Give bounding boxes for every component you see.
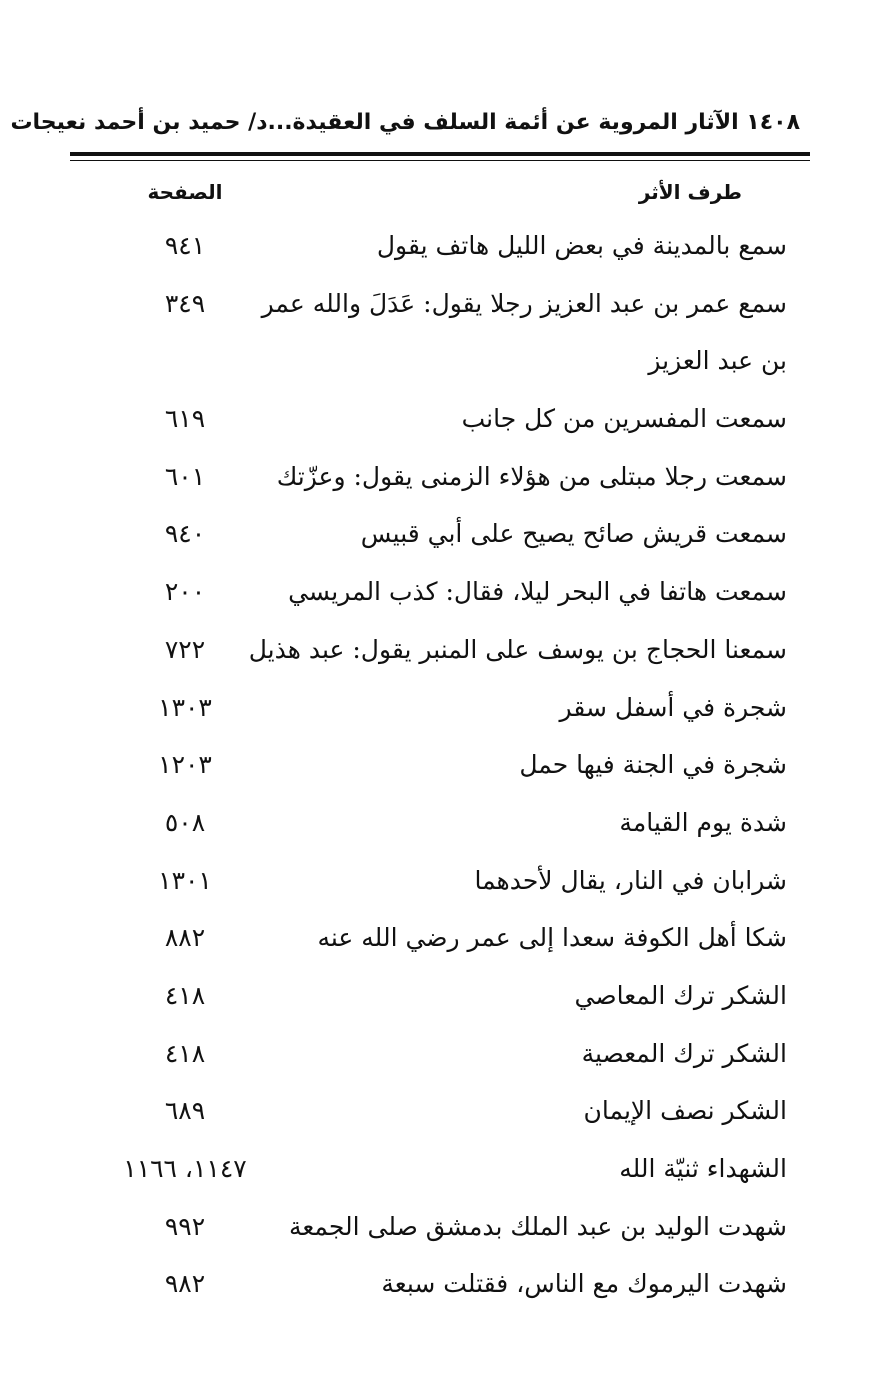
entry-text: سمعنا الحجاج بن يوسف على المنبر يقول: عبد هذيل	[248, 634, 787, 664]
page-number: ٨٨٢	[164, 923, 206, 953]
entry-text: شرابان في النار، يقال لأحدهما	[474, 865, 787, 895]
entry-text: سمع عمر بن عبد العزيز رجلا يقول: عَدَلَ والله عمر	[261, 288, 787, 318]
header-rule-thick	[70, 152, 810, 156]
entry-text: شجرة في الجنة فيها حمل	[519, 750, 787, 780]
page-number: ٩٤٠	[164, 519, 206, 549]
index-row	[0, 916, 879, 974]
entry-text: سمعت المفسرين من كل جانب	[461, 404, 787, 434]
index-row	[0, 686, 879, 744]
page-number: ٩٩٢	[164, 1211, 206, 1241]
index-row	[0, 397, 879, 455]
index-row	[0, 1262, 879, 1320]
page-number: ٣٤٩	[164, 288, 206, 318]
page-number: ٧٢٢	[164, 634, 206, 664]
page-number: ٤١٨	[164, 980, 206, 1010]
page-number: ٦١٩	[164, 404, 206, 434]
index-row	[0, 1147, 879, 1205]
entry-text: شجرة في أسفل سقر	[559, 692, 787, 722]
entry-text: شهدت اليرموك مع الناس، فقتلت سبعة	[381, 1269, 787, 1299]
page-number: ١٣٠٣	[158, 692, 212, 722]
entry-text: شكا أهل الكوفة سعدا إلى عمر رضي الله عنه	[317, 923, 787, 953]
page-number: ١١٤٧، ١١٦٦	[123, 1154, 247, 1183]
page-number: ١٣٠١	[158, 865, 212, 895]
page-number: ٢٠٠	[164, 577, 206, 607]
index-row	[0, 339, 879, 397]
index-rows	[0, 224, 879, 1320]
index-row	[0, 455, 879, 513]
page-number: ٥٠٨	[164, 807, 206, 837]
page-number: ٤١٨	[164, 1038, 206, 1068]
column-header-page: الصفحة	[147, 180, 223, 204]
index-row	[0, 512, 879, 570]
column-header-entry: طرف الأثر	[638, 180, 742, 204]
index-row	[0, 801, 879, 859]
entry-text: سمع بالمدينة في بعض الليل هاتف يقول	[376, 231, 787, 260]
entry-text: الشهداء ثنيّة الله	[619, 1154, 787, 1183]
index-row	[0, 1032, 879, 1090]
entry-text: سمعت قريش صائح يصيح على أبي قبيس	[360, 519, 787, 549]
index-row	[0, 570, 879, 628]
index-row	[0, 1089, 879, 1147]
running-header: ١٤٠٨ الآثار المروية عن أئمة السلف في العقيدة...د/ حميد بن أحمد نعيجات	[10, 110, 800, 135]
entry-text: الشكر ترك المعاصي	[574, 980, 787, 1010]
page-number: ١٢٠٣	[158, 750, 212, 780]
page-number: ٦٨٩	[164, 1096, 206, 1126]
header-rule-thin	[70, 160, 810, 161]
page-number: ٩٨٢	[164, 1269, 206, 1299]
entry-text: شدة يوم القيامة	[619, 807, 787, 837]
page-number: ٩٤١	[164, 231, 206, 260]
entry-text: الشكر ترك المعصية	[581, 1038, 787, 1068]
index-row	[0, 628, 879, 686]
index-row	[0, 743, 879, 801]
entry-text: الشكر نصف الإيمان	[583, 1096, 787, 1126]
page-number: ٦٠١	[164, 461, 206, 491]
index-row	[0, 859, 879, 917]
index-row	[0, 224, 879, 282]
entry-text: بن عبد العزيز	[648, 346, 787, 376]
entry-text: سمعت هاتفا في البحر ليلا، فقال: كذب المريسي	[288, 577, 787, 607]
index-row	[0, 1205, 879, 1263]
index-row	[0, 974, 879, 1032]
index-row	[0, 282, 879, 340]
entry-text: سمعت رجلا مبتلى من هؤلاء الزمنى يقول: وعزّتك	[276, 461, 787, 491]
entry-text: شهدت الوليد بن عبد الملك بدمشق صلى الجمعة	[288, 1211, 787, 1241]
